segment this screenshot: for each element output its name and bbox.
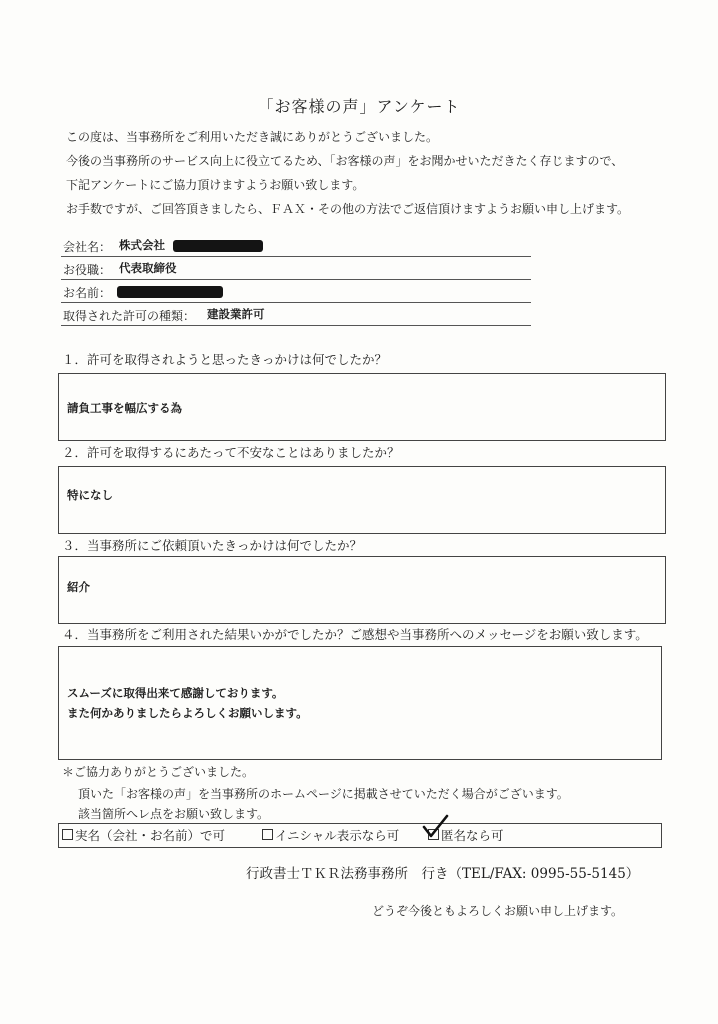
checkbox-icon[interactable]	[262, 829, 273, 840]
company-value: 株式会社	[119, 238, 165, 252]
license-label: 取得された許可の種類：	[63, 309, 196, 323]
answer-3: 紹介	[67, 580, 90, 594]
recipient-office: 行政書士ＴＫＲ法務事務所 行き（TEL/FAX: 0995-55-5145）	[246, 866, 640, 882]
question-1: １．許可を取得されようと思ったきっかけは何でしたか？	[62, 352, 388, 367]
name-label: お名前：	[63, 286, 112, 300]
consent-option-anonymous-label: 匿名なら可	[441, 828, 504, 843]
consent-option-initials[interactable]	[262, 826, 399, 844]
closing-message: どうぞ今後ともよろしくお願い申し上げます。	[372, 904, 624, 918]
answer-4-line-2: また何かありましたらよろしくお願いします。	[67, 706, 308, 720]
position-label: お役職：	[63, 263, 112, 277]
name-row	[61, 280, 531, 303]
intro-line-4: お手数ですが、ご回答頂きましたら、ＦＡＸ・その他の方法でご返信頂けますようお願い申し上げます。	[66, 202, 630, 216]
survey-title: 「お客様の声」アンケート	[257, 97, 461, 116]
license-value: 建設業許可	[207, 307, 265, 321]
note-publication: 頂いた「お客様の声」を当事務所のホームページに掲載させていただく場合がございます。	[78, 787, 569, 801]
checkbox-icon[interactable]	[62, 829, 73, 840]
note-check-instruction: 該当箇所へレ点をお願い致します。	[78, 807, 270, 821]
question-3: ３．当事務所にご依頼頂いたきっかけは何でしたか？	[62, 538, 363, 553]
answer-box-1	[58, 373, 666, 441]
note-thanks: ＊ご協力ありがとうございました。	[62, 765, 255, 779]
redaction-mark	[117, 286, 223, 298]
answer-box-4	[58, 646, 662, 760]
question-4: ４．当事務所をご利用された結果いかがでしたか？ご感想や当事務所へのメッセージをお願い致します。	[62, 627, 648, 642]
consent-option-real-name[interactable]	[62, 826, 225, 844]
answer-4-line-1: スムーズに取得出来て感謝しております。	[67, 686, 284, 700]
consent-option-real-name-label: 実名（会社・お名前）で可	[75, 828, 226, 843]
answer-1: 請負工事を幅広する為	[67, 401, 182, 415]
company-row	[61, 234, 531, 257]
question-2: ２．許可を取得するにあたって不安なことはありましたか？	[62, 445, 400, 460]
answer-2: 特になし	[67, 488, 113, 502]
answer-box-3	[58, 556, 666, 624]
intro-line-2: 今後の当事務所のサービス向上に役立てるため、「お客様の声」をお聞かせいただきたく存じますので、	[66, 154, 624, 168]
intro-line-3: 下記アンケートにご協力頂けますようお願い致します。	[66, 178, 365, 192]
redaction-mark	[173, 240, 263, 252]
checkmark-icon	[422, 814, 450, 840]
license-row	[61, 303, 531, 326]
intro-line-1: この度は、当事務所をご利用いただき誠にありがとうございました。	[66, 130, 439, 144]
answer-box-2	[58, 466, 666, 534]
company-label: 会社名：	[63, 240, 112, 254]
position-value: 代表取締役	[119, 261, 177, 275]
position-row	[61, 257, 531, 280]
consent-option-initials-label: イニシャル表示なら可	[275, 828, 400, 843]
